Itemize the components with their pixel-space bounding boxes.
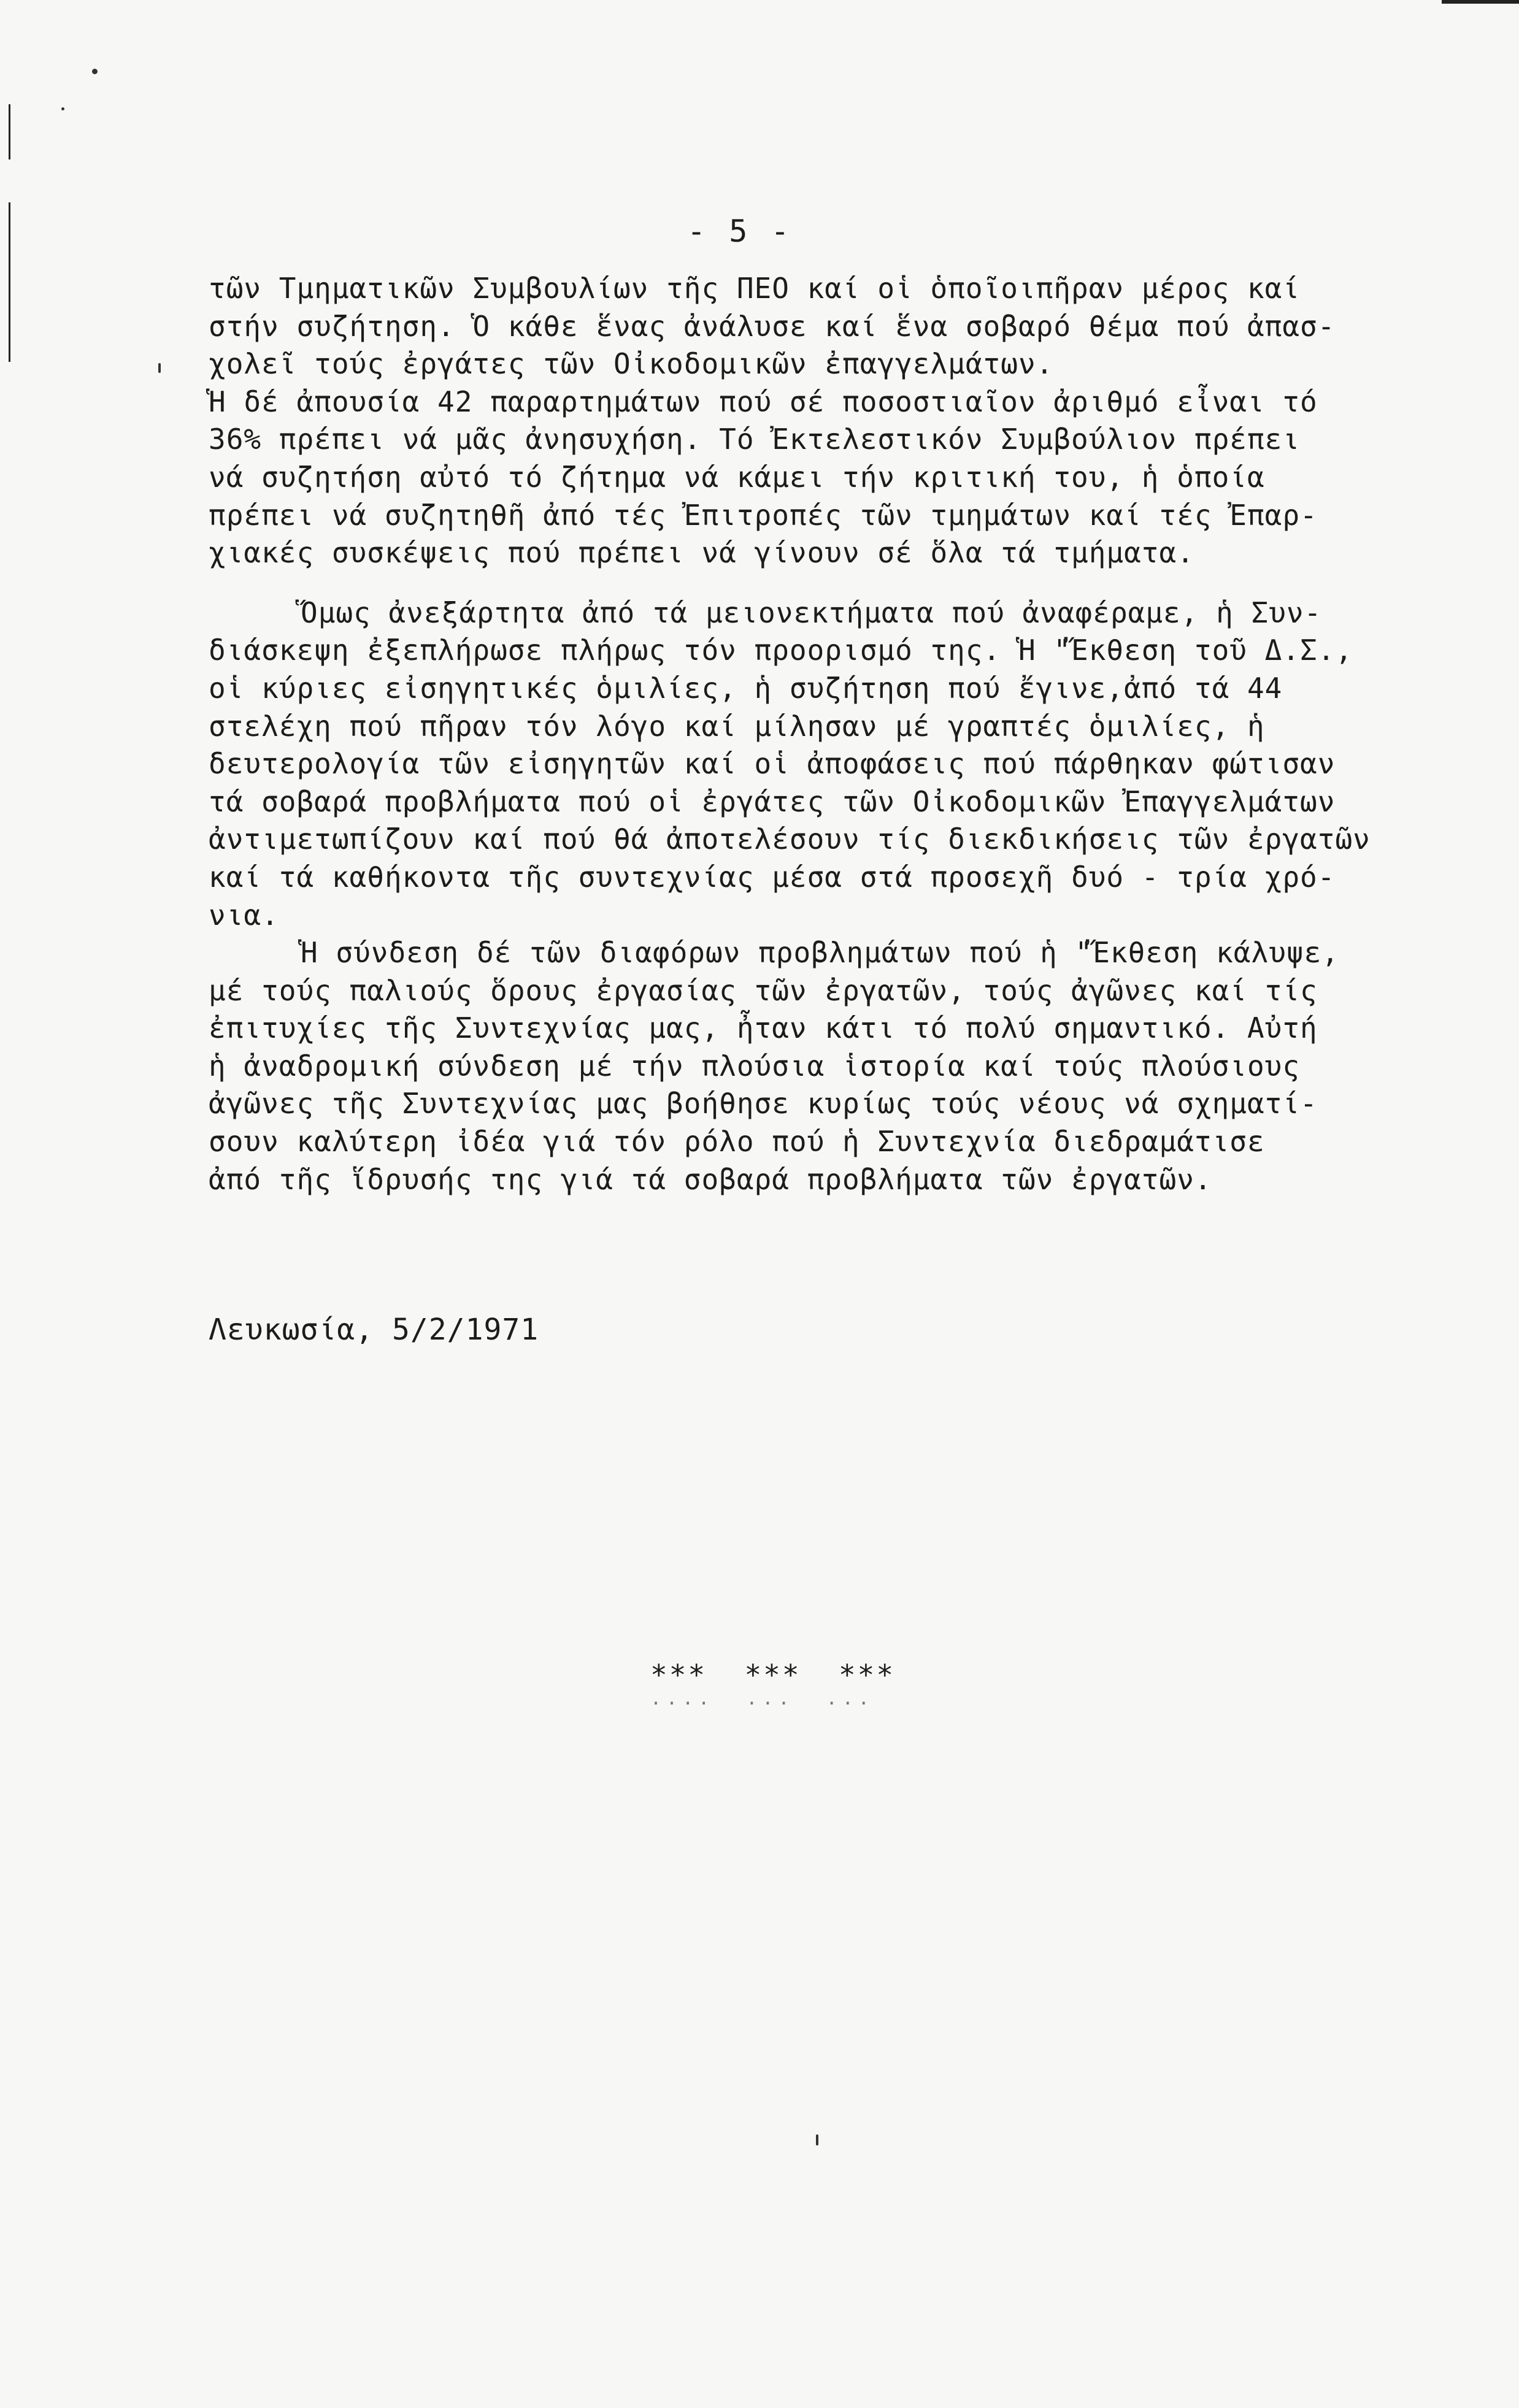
text-line: χολεῖ τούς ἐργάτες τῶν Οἰκοδομικῶν ἐπαγγελμάτων. — [209, 347, 1054, 381]
text-line: στήν συζήτηση. Ὁ κάθε ἕνας ἀνάλυσε καί ἕνα σοβαρό θέμα πού ἀπασ- — [209, 309, 1336, 343]
scan-edge-mark — [1442, 0, 1519, 4]
separator-dots: .... ... ... — [650, 1688, 874, 1709]
text-line: στελέχη πού πῆραν τόν λόγο καί μίλησαν μέ γραπτές ὁμιλίες, ἡ — [209, 709, 1265, 743]
scan-speck — [158, 363, 161, 373]
scan-edge-mark — [9, 104, 10, 159]
scan-speck — [61, 107, 64, 110]
paragraph-2 — [209, 594, 1460, 934]
text-line: καί τά καθήκοντα τῆς συντεχνίας μέσα στά προσεχῆ δυό - τρία χρό- — [209, 860, 1336, 894]
text-line: διάσκεψη ἐξεπλήρωσε πλήρως τόν προορισμό της. Ἡ "Ἔκθεση τοῦ Δ.Σ., — [209, 634, 1353, 667]
text-line: τά σοβαρά προβλήματα πού οἱ ἐργάτες τῶν Οἰκοδομικῶν Ἐπαγγελμάτων — [209, 784, 1336, 818]
text-line: Ἡ σύνδεση δέ τῶν διαφόρων προβλημάτων πού ἡ "Ἔκθεση κάλυψε, — [301, 936, 1339, 970]
paragraph-3 — [209, 934, 1460, 1198]
scan-speck — [92, 69, 98, 74]
section-separator: *** *** *** — [650, 1658, 896, 1692]
text-line: Ὅμως ἀνεξάρτητα ἀπό τά μειονεκτήματα πού ἀναφέραμε, ἡ Συν- — [301, 596, 1322, 629]
text-line: σουν καλύτερη ἰδέα γιά τόν ρόλο πού ἡ Συντεχνία διεδραμάτισε — [209, 1125, 1265, 1159]
text-line: νια. — [209, 898, 279, 932]
text-line: 36% πρέπει νά μᾶς ἀνησυχήση. Τό Ἐκτελεστικόν Συμβούλιον πρέπει — [209, 423, 1301, 456]
text-line: πρέπει νά συζητηθῆ ἀπό τές Ἐπιτροπές τῶν τμημάτων καί τές Ἐπαρ- — [209, 498, 1318, 532]
place-date: Λευκωσία, 5/2/1971 — [209, 1313, 539, 1347]
text-line: τῶν Τμηματικῶν Συμβουλίων τῆς ΠΕΟ καί οἱ ὁποῖοιπῆραν μέρος καί — [209, 272, 1301, 305]
text-line: οἱ κύριες εἰσηγητικές ὁμιλίες, ἡ συζήτηση πού ἔγινε,ἀπό τά 44 — [209, 671, 1283, 705]
text-line: ἀπό τῆς ἵδρυσής της γιά τά σοβαρά προβλήματα τῶν ἐργατῶν. — [209, 1162, 1212, 1196]
text-line: δευτερολογία τῶν εἰσηγητῶν καί οἱ ἀποφάσεις πού πάρθηκαν φώτισαν — [209, 747, 1336, 781]
text-line: χιακές συσκέψεις πού πρέπει νά γίνουν σέ ὅλα τά τμήματα. — [209, 536, 1194, 570]
text-line: ἀγῶνες τῆς Συντεχνίας μας βοήθησε κυρίως τούς νέους νά σχηματί- — [209, 1087, 1318, 1121]
text-line: νά συζητήση αὐτό τό ζήτημα νά κάμει τήν κριτική του, ἡ ὁποία — [209, 460, 1265, 494]
paragraph-1 — [209, 270, 1460, 572]
text-line: ἀντιμετωπίζουν καί πού θά ἀποτελέσουν τίς διεκδικήσεις τῶν ἐργατῶν — [209, 822, 1371, 856]
paragraph-gap — [209, 572, 1460, 594]
text-line: ἡ ἀναδρομική σύνδεση μέ τήν πλούσια ἱστορία καί τούς πλούσιους — [209, 1049, 1301, 1083]
text-line: μέ τούς παλιούς ὅρους ἐργασίας τῶν ἐργατῶν, τούς ἀγῶνες καί τίς — [209, 973, 1318, 1007]
text-line: ἐπιτυχίες τῆς Συντεχνίας μας, ἦταν κάτι τό πολύ σημαντικό. Αὐτή — [209, 1011, 1318, 1045]
page-number: - 5 - — [687, 213, 792, 249]
body-text — [209, 270, 1460, 1198]
scan-speck — [816, 2134, 818, 2145]
text-line: Ἡ δέ ἀπουσία 42 παραρτημάτων πού σέ ποσοστιαῖον ἀριθμό εἶναι τό — [209, 385, 1318, 418]
scan-edge-mark — [9, 202, 10, 362]
